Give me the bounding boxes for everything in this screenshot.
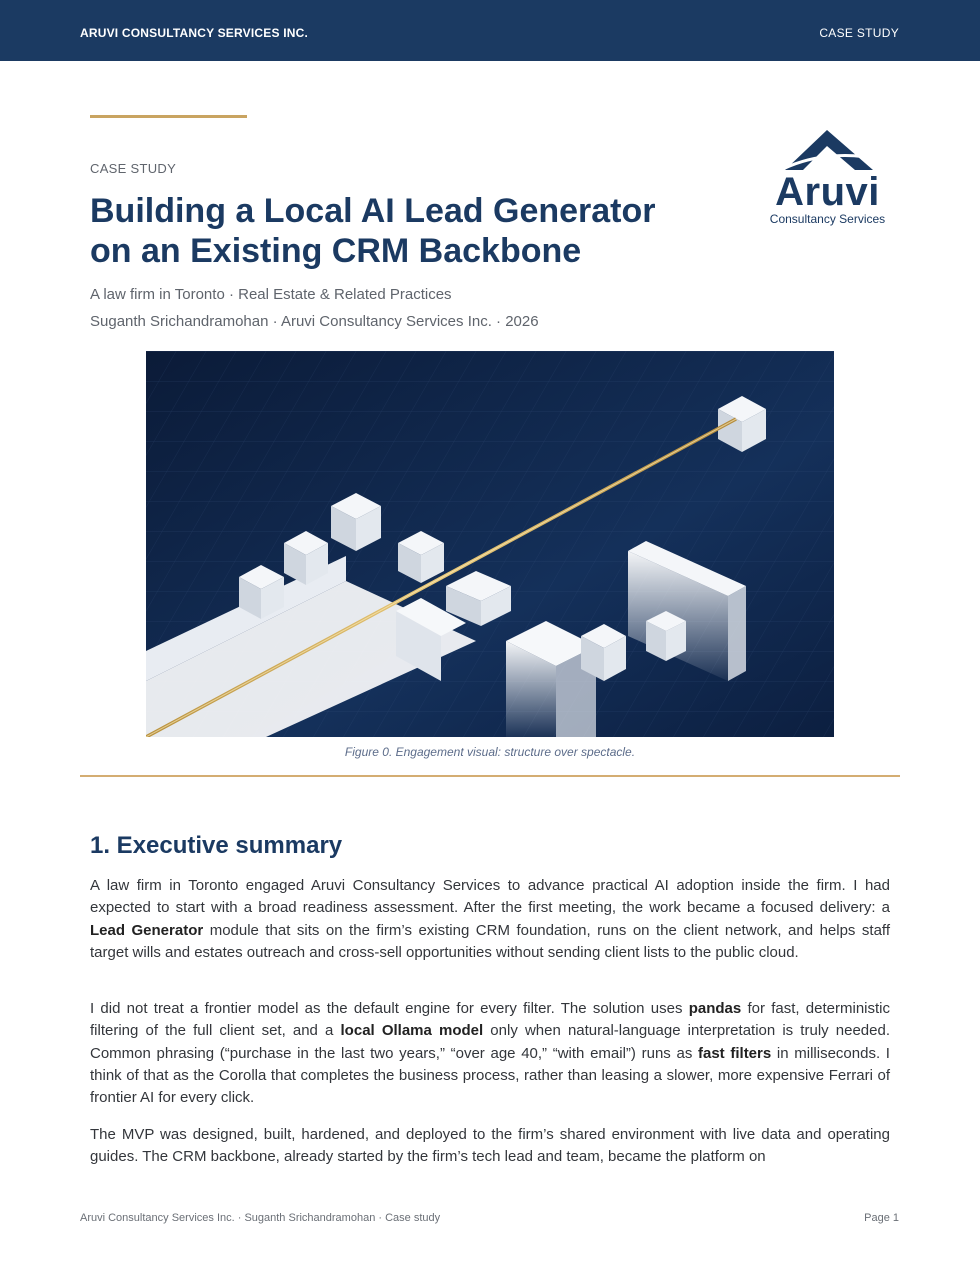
paragraph-3: The MVP was designed, built, hardened, and deployed to the firm’s shared environment with live data and operating guides. The CRM backbone, already started by the firm’s tech lead and team, became the platform on bbox=[90, 1126, 890, 1166]
paragraph-2 bbox=[90, 998, 890, 1109]
p2-text-a: I did not treat a frontier model as the default engine for every filter. The solution uses bbox=[90, 1000, 689, 1017]
section-heading: 1. Executive summary bbox=[90, 832, 343, 859]
p2-bold-fast-filters: fast filters bbox=[698, 1044, 772, 1062]
page-title bbox=[90, 191, 730, 271]
accent-rule bbox=[90, 115, 247, 118]
header-doc-type: CASE STUDY bbox=[819, 26, 899, 40]
hero-image bbox=[146, 351, 834, 737]
p1-bold-lead-generator: Lead Generator bbox=[90, 921, 204, 939]
subtitle-author: Suganth Srichandramohan · Aruvi Consultancy Services Inc. · 2026 bbox=[90, 313, 539, 330]
logo-wordmark: Aruvi bbox=[775, 170, 880, 214]
title-line-1: Building a Local AI Lead Generator bbox=[90, 192, 656, 230]
isometric-blocks-illustration bbox=[146, 351, 834, 737]
p2-text-c: for fast, deterministic filtering of the full client set, and a bbox=[90, 1000, 890, 1040]
p2-bold-ollama: local Ollama model bbox=[340, 1022, 484, 1040]
paragraph-1 bbox=[90, 875, 890, 964]
section-divider bbox=[80, 775, 900, 777]
eyebrow-label: CASE STUDY bbox=[90, 161, 177, 176]
logo-tagline: Consultancy Services bbox=[769, 212, 886, 226]
page-number: Page 1 bbox=[864, 1212, 899, 1224]
footer-credit: Aruvi Consultancy Services Inc. · Suganth Srichandramohan · Case study bbox=[80, 1212, 441, 1224]
p1-text-a: A law firm in Toronto engaged Aruvi Consultancy Services to advance practical AI adoption inside the firm. I had expected to start with a broad readiness assessment. After the first meeting, the work became a focused delivery: a bbox=[90, 877, 890, 917]
p1-text-c: module that sits on the firm’s existing CRM foundation, runs on the client network, and helps staff target wills and estates outreach and cross-sell opportunities without sending client lists to the public cloud. bbox=[90, 921, 890, 961]
page-header-bar bbox=[0, 0, 980, 61]
figure-caption: Figure 0. Engagement visual: structure over spectacle. bbox=[344, 745, 636, 759]
company-logo bbox=[755, 128, 900, 228]
p2-text-e: only when natural-language interpretation is truly needed. Common phrasing (“purchase in the last two years,” “over age 40,” “with email”) runs as bbox=[90, 1022, 891, 1062]
title-line-2: on an Existing CRM Backbone bbox=[90, 232, 582, 270]
p2-text-g: in milliseconds. I think of that as the Corolla that completes the business process, rather than leasing a slower, more expensive Ferrari of frontier AI for every click. bbox=[90, 1044, 890, 1107]
subtitle-client: A law firm in Toronto · Real Estate & Related Practices bbox=[90, 286, 452, 303]
header-company-name: ARUVI CONSULTANCY SERVICES INC. bbox=[80, 26, 309, 40]
p2-bold-pandas: pandas bbox=[688, 1000, 742, 1017]
